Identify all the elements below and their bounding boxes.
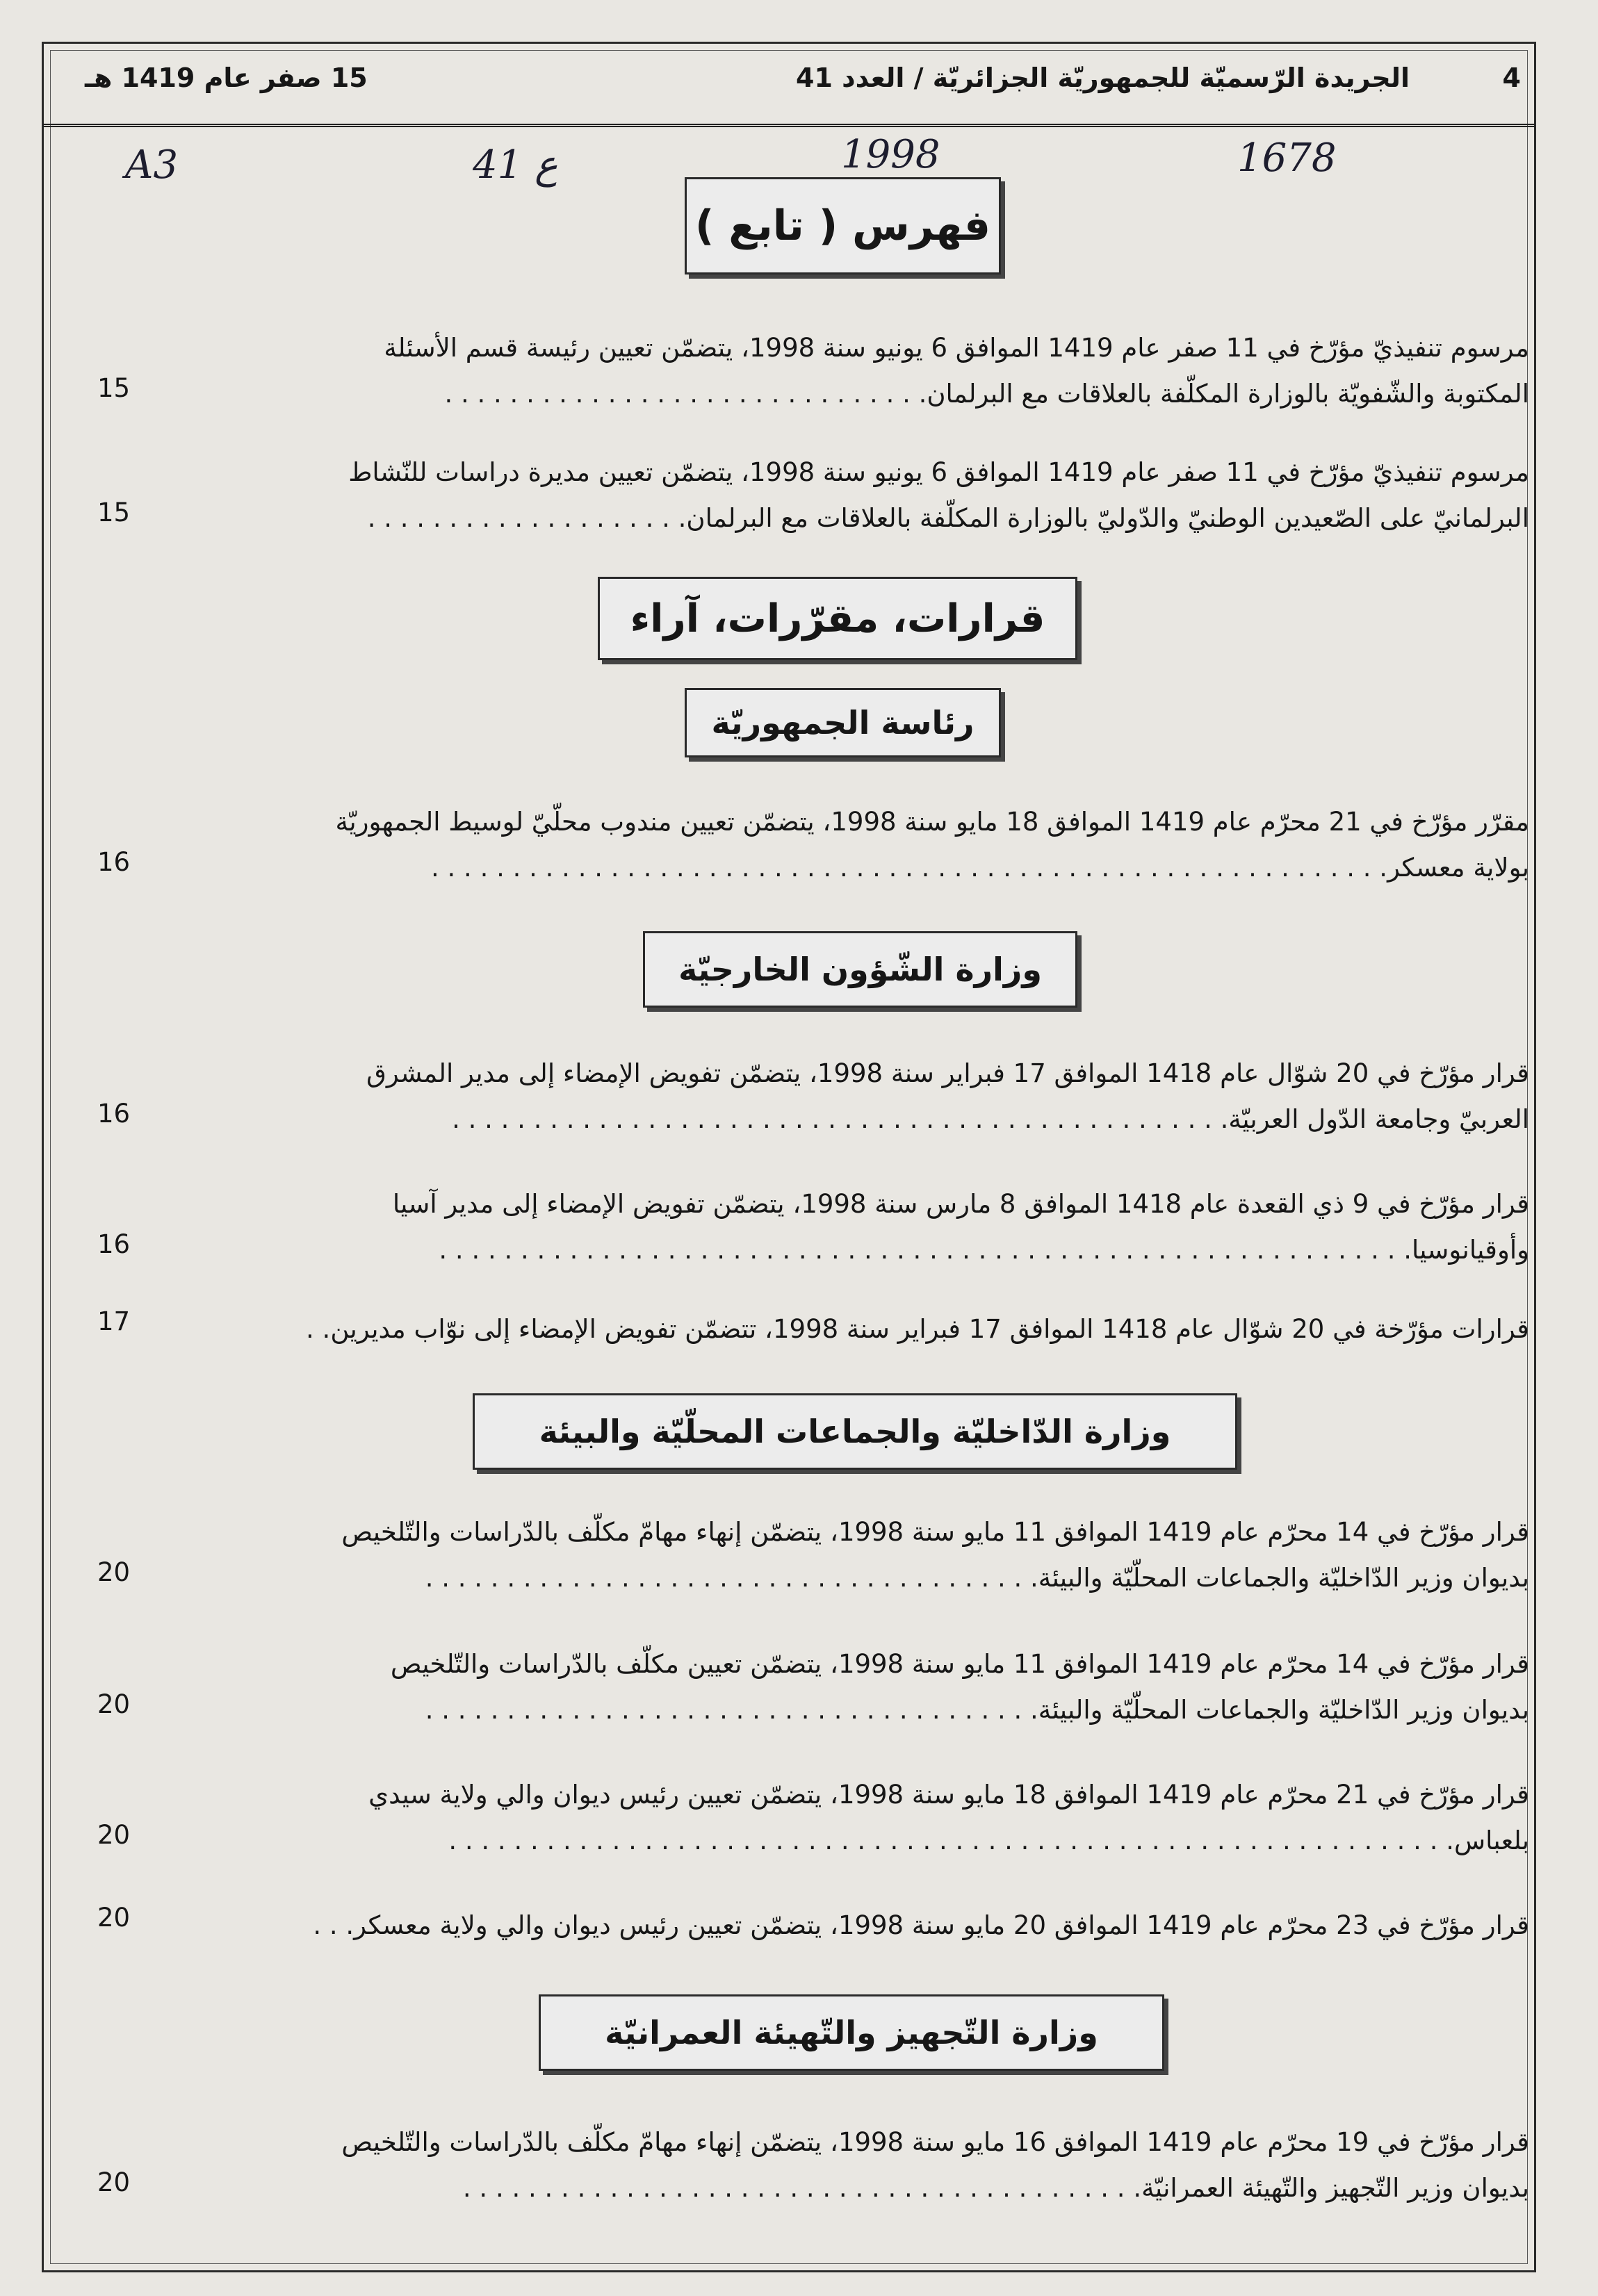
entry-line: بديوان وزير التّجهيز والتّهيئة العمرانيّة. . . . . . . . . . . . . . . . . . . . . . . . . . . . . . . . . . . . . . . . . .	[462, 2173, 1529, 2203]
entry-foreign-1	[153, 1051, 1529, 1142]
page-ref: 15	[97, 373, 131, 403]
heading-foreign-affairs: وزارة الشّؤون الخارجيّة	[643, 931, 1077, 1008]
page-ref: 20	[97, 1820, 131, 1850]
entry-line: قرار مؤرّخ في 20 شوّال عام 1418 الموافق 17 فبراير سنة 1998، يتضمّن تفويض الإمضاء إلى مدير المشرق	[366, 1058, 1529, 1088]
issue-date: 15 صفر عام 1419 هـ	[85, 63, 368, 93]
header-rule	[43, 124, 1535, 127]
heading-decisions: قرارات، مقرّرات، آراء	[598, 577, 1077, 660]
page-ref: 20	[97, 1689, 131, 1719]
entry-line: بديوان وزير الدّاخليّة والجماعات المحلّيّة والبيئة. . . . . . . . . . . . . . . . . . . . . . . . . . . . . . . . . . . . . .	[425, 1695, 1529, 1725]
page-ref: 20	[97, 1557, 131, 1587]
heading-equipment: وزارة التّجهيز والتّهيئة العمرانيّة	[539, 1994, 1164, 2071]
handwritten-note-issue: ع 41	[473, 142, 558, 188]
gazette-title: الجريدة الرّسميّة للجمهوريّة الجزائريّة / العدد 41	[796, 63, 1410, 93]
entry-foreign-3	[153, 1306, 1529, 1352]
entry-interior-3	[153, 1772, 1529, 1864]
page-ref: 15	[97, 498, 131, 527]
page-ref: 16	[97, 1229, 131, 1259]
entry-line: مرسوم تنفيذيّ مؤرّخ في 11 صفر عام 1419 الموافق 6 يونيو سنة 1998، يتضمّن تعيين مديرة دراسات للنّشاط	[348, 457, 1529, 487]
entry-line: مقرّر مؤرّخ في 21 محرّم عام 1419 الموافق 18 مايو سنة 1998، يتضمّن تعيين مندوب محلّيّ لوسيط الجمهوريّة	[335, 807, 1529, 837]
entry-line: قرار مؤرّخ في 19 محرّم عام 1419 الموافق 16 مايو سنة 1998، يتضمّن إنهاء مهامّ مكلّف بالدّراسات والتّلخيص	[341, 2127, 1529, 2157]
entry-presidency-1	[153, 799, 1529, 891]
page-ref: 20	[97, 1903, 131, 1933]
page-ref: 17	[97, 1306, 131, 1336]
entry-line: وأوقيانوسيا. . . . . . . . . . . . . . . . . . . . . . . . . . . . . . . . . . . . . . . . . . . . . . . . . . . . . . . . . . . .	[439, 1235, 1529, 1265]
entry-interior-2	[153, 1641, 1529, 1733]
handwritten-note-a3: A3	[125, 142, 179, 188]
entry-line: قرار مؤرّخ في 9 ذي القعدة عام 1418 الموافق 8 مارس سنة 1998، يتضمّن تفويض الإمضاء إلى مدير آسيا	[392, 1189, 1529, 1219]
page-ref: 20	[97, 2167, 131, 2197]
entry-line: البرلمانيّ على الصّعيدين الوطنيّ والدّوليّ بالوزارة المكلّفة بالعلاقات مع البرلمان. . . . . . . . . . . . . . . . . . . .	[367, 503, 1529, 533]
page-ref: 16	[97, 1099, 131, 1129]
handwritten-note-number: 1678	[1237, 136, 1337, 181]
entry-foreign-2	[153, 1181, 1529, 1273]
heading-index-continued: فهرس ( تابع )	[685, 177, 1001, 274]
entry-line: قرارات مؤرّخة في 20 شوّال عام 1418 الموافق 17 فبراير سنة 1998، تتضمّن تفويض الإمضاء إلى نوّاب مديرين. .	[306, 1314, 1529, 1344]
entry-index-2	[153, 450, 1529, 541]
handwritten-note-year: 1998	[841, 132, 940, 177]
entry-equipment-1	[153, 2119, 1529, 2211]
page-ref: 16	[97, 847, 131, 877]
entry-line: قرار مؤرّخ في 14 محرّم عام 1419 الموافق 11 مايو سنة 1998، يتضمّن تعيين مكلّف بالدّراسات والتّلخيص	[390, 1649, 1529, 1679]
entry-interior-1	[153, 1509, 1529, 1601]
entry-interior-4	[153, 1903, 1529, 1949]
heading-presidency: رئاسة الجمهوريّة	[685, 688, 1001, 757]
entry-line: قرار مؤرّخ في 21 محرّم عام 1419 الموافق 18 مايو سنة 1998، يتضمّن تعيين رئيس ديوان والي ولاية سيدي	[368, 1780, 1529, 1810]
heading-interior: وزارة الدّاخليّة والجماعات المحلّيّة والبيئة	[473, 1393, 1237, 1470]
entry-line: بديوان وزير الدّاخليّة والجماعات المحلّيّة والبيئة. . . . . . . . . . . . . . . . . . . . . . . . . . . . . . . . . . . . . .	[425, 1563, 1529, 1593]
entry-line: بلعباس. . . . . . . . . . . . . . . . . . . . . . . . . . . . . . . . . . . . . . . . . . . . . . . . . . . . . . . . . . . . . .	[448, 1826, 1529, 1855]
page-number: 4	[1502, 63, 1521, 93]
entry-line: مرسوم تنفيذيّ مؤرّخ في 11 صفر عام 1419 الموافق 6 يونيو سنة 1998، يتضمّن تعيين رئيسة قسم الأسئلة	[384, 333, 1529, 363]
entry-index-1	[153, 325, 1529, 417]
entry-line: قرار مؤرّخ في 14 محرّم عام 1419 الموافق 11 مايو سنة 1998، يتضمّن إنهاء مهامّ مكلّف بالدّراسات والتّلخيص	[341, 1517, 1529, 1547]
entry-line: قرار مؤرّخ في 23 محرّم عام 1419 الموافق 20 مايو سنة 1998، يتضمّن تعيين رئيس ديوان والي ولاية معسكر. . .	[313, 1910, 1529, 1940]
entry-line: المكتوبة والشّفويّة بالوزارة المكلّفة بالعلاقات مع البرلمان. . . . . . . . . . . . . . . . . . . . . . . . . . . . . .	[444, 379, 1529, 409]
page-header	[43, 49, 1535, 132]
entry-line: العربيّ وجامعة الدّول العربيّة. . . . . . . . . . . . . . . . . . . . . . . . . . . . . . . . . . . . . . . . . . . . . . . .	[452, 1104, 1529, 1134]
entry-line: بولاية معسكر. . . . . . . . . . . . . . . . . . . . . . . . . . . . . . . . . . . . . . . . . . . . . . . . . . . . . . . . . . .	[431, 853, 1529, 883]
